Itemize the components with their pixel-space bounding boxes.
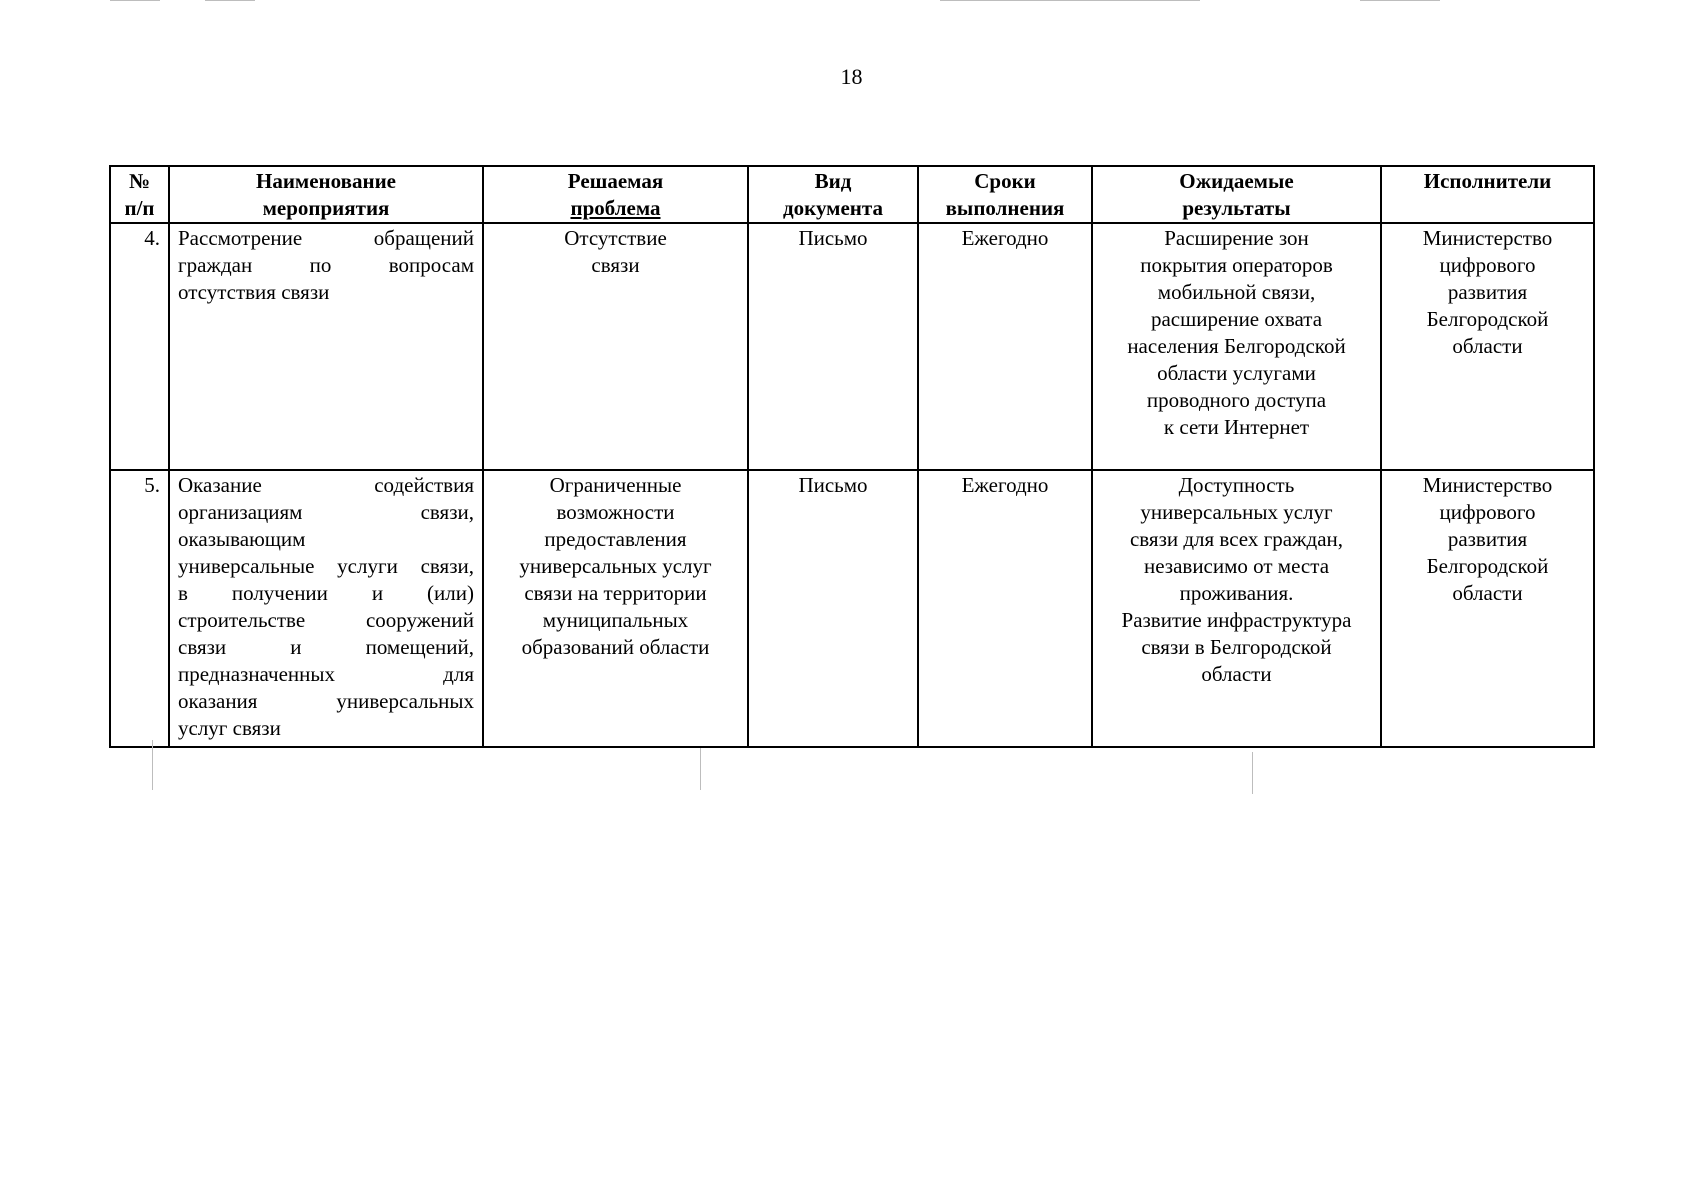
table-row [110, 223, 1594, 470]
header-doc-type: Вид документа [748, 166, 918, 223]
terms: Ежегодно [918, 223, 1092, 470]
header-terms: Сроки выполнения [918, 166, 1092, 223]
executors: Министерство цифрового развития Белгородской области [1381, 470, 1594, 747]
header-results: Ожидаемые результаты [1092, 166, 1381, 223]
scan-artifact [152, 740, 153, 790]
scan-artifact [110, 0, 160, 1]
header-executors: Исполнители [1381, 166, 1594, 223]
scan-artifact [1360, 0, 1440, 1]
scan-artifact [940, 0, 1200, 1]
row-number: 4. [110, 223, 169, 470]
executors: Министерство цифрового развития Белгородской области [1381, 223, 1594, 470]
measure-name: Рассмотрение обращений граждан по вопросам отсутствия связи [169, 223, 483, 470]
scan-artifact [205, 0, 255, 1]
problem: Отсутствие связи [483, 223, 748, 470]
table-row [110, 470, 1594, 747]
document-type: Письмо [748, 223, 918, 470]
terms: Ежегодно [918, 470, 1092, 747]
measures-table [109, 165, 1595, 748]
problem: Ограниченные возможности предоставления универсальных услуг связи на территории муниципальных образований области [483, 470, 748, 747]
table-header-row [110, 166, 1594, 223]
header-problem: Решаемая проблема [483, 166, 748, 223]
expected-results: Расширение зон покрытия операторов мобильной связи, расширение охвата населения Белгородской области услугами проводного доступа к сети Интернет [1092, 223, 1381, 470]
header-name: Наименование мероприятия [169, 166, 483, 223]
scan-artifact [1252, 752, 1253, 794]
header-num: № п/п [110, 166, 169, 223]
page-number: 18 [840, 64, 863, 89]
document-type: Письмо [748, 470, 918, 747]
row-number: 5. [110, 470, 169, 747]
expected-results: Доступность универсальных услуг связи для всех граждан, независимо от места проживания. Развитие инфраструктура связи в Белгородской области [1092, 470, 1381, 747]
measure-name: Оказание содействия организациям связи, оказывающим универсальные услуги связи, в получении и (или) строительстве сооружений связи и помещений, предназначенных для оказания универсальных услуг связи [169, 470, 483, 747]
scan-artifact [700, 748, 701, 790]
